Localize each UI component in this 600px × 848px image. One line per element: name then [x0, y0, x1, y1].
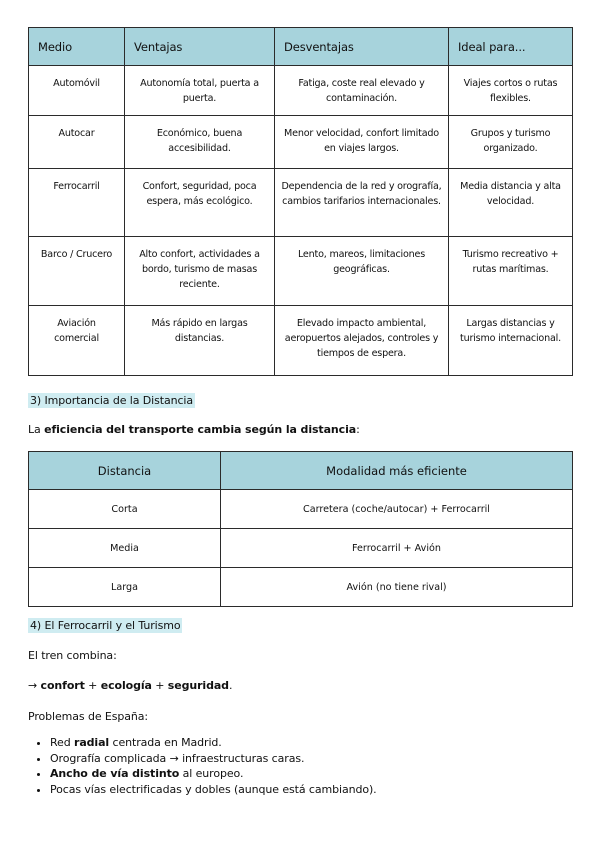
table-cell: Media distancia y alta velocidad.: [449, 169, 573, 237]
table-cell: Más rápido en largas distancias.: [125, 306, 275, 376]
header-distancia: Distancia: [29, 452, 221, 490]
table-cell: Fatiga, coste real elevado y contaminación.: [275, 66, 449, 116]
table-cell: Viajes cortos o rutas flexibles.: [449, 66, 573, 116]
bullet-post: centrada en Madrid.: [109, 736, 222, 749]
table-cell: Alto confort, actividades a bordo, turismo de masas reciente.: [125, 237, 275, 306]
table-cell: Largas distancias y turismo internacional.: [449, 306, 573, 376]
table-row: [29, 66, 573, 116]
table-cell: Confort, seguridad, poca espera, más ecológico.: [125, 169, 275, 237]
table-row: [29, 237, 573, 306]
table-cell: Ferrocarril: [29, 169, 125, 237]
table-cell: Económico, buena accesibilidad.: [125, 116, 275, 169]
train-benefits-line: [28, 679, 232, 692]
table-cell: Aviación comercial: [29, 306, 125, 376]
plus-separator: +: [84, 679, 101, 692]
spain-problems-label: Problemas de España:: [28, 710, 149, 723]
table-cell: Elevado impacto ambiental, aeropuertos alejados, controles y tiempos de espera.: [275, 306, 449, 376]
benefit-ecologia: ecología: [100, 679, 152, 692]
table-cell: Grupos y turismo organizado.: [449, 116, 573, 169]
table-cell: Menor velocidad, confort limitado en viajes largos.: [275, 116, 449, 169]
table-cell: Automóvil: [29, 66, 125, 116]
list-item: [50, 766, 590, 782]
table-cell: Lento, mareos, limitaciones geográficas.: [275, 237, 449, 306]
table-cell: Barco / Crucero: [29, 237, 125, 306]
train-combines-text: El tren combina:: [28, 649, 117, 662]
list-item: [50, 735, 590, 751]
bullet-post: al europeo.: [179, 767, 244, 780]
table-cell: Turismo recreativo + rutas marítimas.: [449, 237, 573, 306]
bullet-text: Pocas vías electrificadas y dobles (aunque está cambiando).: [50, 782, 377, 796]
efficiency-emphasis: eficiencia del transporte cambia según la distancia: [44, 423, 357, 436]
header-desventajas: Desventajas: [275, 28, 449, 66]
table-header-row: [29, 28, 573, 66]
problems-list: [28, 735, 590, 797]
table-cell: Media: [29, 529, 221, 568]
header-modalidad: Modalidad más eficiente: [221, 452, 573, 490]
period: .: [228, 679, 233, 692]
efficiency-statement: [28, 423, 360, 436]
table-cell: Corta: [29, 490, 221, 529]
bullet-bold: radial: [74, 736, 110, 749]
table-row: [29, 169, 573, 237]
header-ventajas: Ventajas: [125, 28, 275, 66]
table-cell: Avión (no tiene rival): [221, 568, 573, 607]
list-item: [50, 751, 590, 767]
header-ideal-para: Ideal para...: [449, 28, 573, 66]
table-row: [29, 116, 573, 169]
section-heading-distance: 3) Importancia de la Distancia: [30, 394, 194, 407]
efficiency-prefix: La: [28, 423, 45, 436]
efficiency-suffix: :: [356, 423, 360, 436]
list-item: [50, 782, 590, 798]
benefit-confort: confort: [40, 679, 85, 692]
table-cell: Autocar: [29, 116, 125, 169]
section-heading-rail-tourism: 4) El Ferrocarril y el Turismo: [30, 619, 181, 632]
table-row: [29, 568, 573, 607]
bullet-text: Orografía complicada → infraestructuras caras.: [50, 751, 305, 765]
table-cell: Carretera (coche/autocar) + Ferrocarril: [221, 490, 573, 529]
arrow-glyph: →: [28, 679, 38, 692]
header-medio: Medio: [29, 28, 125, 66]
transport-comparison-table: [28, 27, 573, 376]
table-row: [29, 306, 573, 376]
benefit-seguridad: seguridad: [167, 679, 229, 692]
distance-efficiency-table: [28, 451, 573, 607]
bullet-pre: Red: [50, 736, 74, 749]
table-row: [29, 490, 573, 529]
table-cell: Autonomía total, puerta a puerta.: [125, 66, 275, 116]
table-cell: Larga: [29, 568, 221, 607]
table-header-row: [29, 452, 573, 490]
table-cell: Dependencia de la red y orografía, cambios tarifarios internacionales.: [275, 169, 449, 237]
table-row: [29, 529, 573, 568]
bullet-bold: Ancho de vía distinto: [50, 767, 180, 780]
table-cell: Ferrocarril + Avión: [221, 529, 573, 568]
plus-separator: +: [151, 679, 168, 692]
